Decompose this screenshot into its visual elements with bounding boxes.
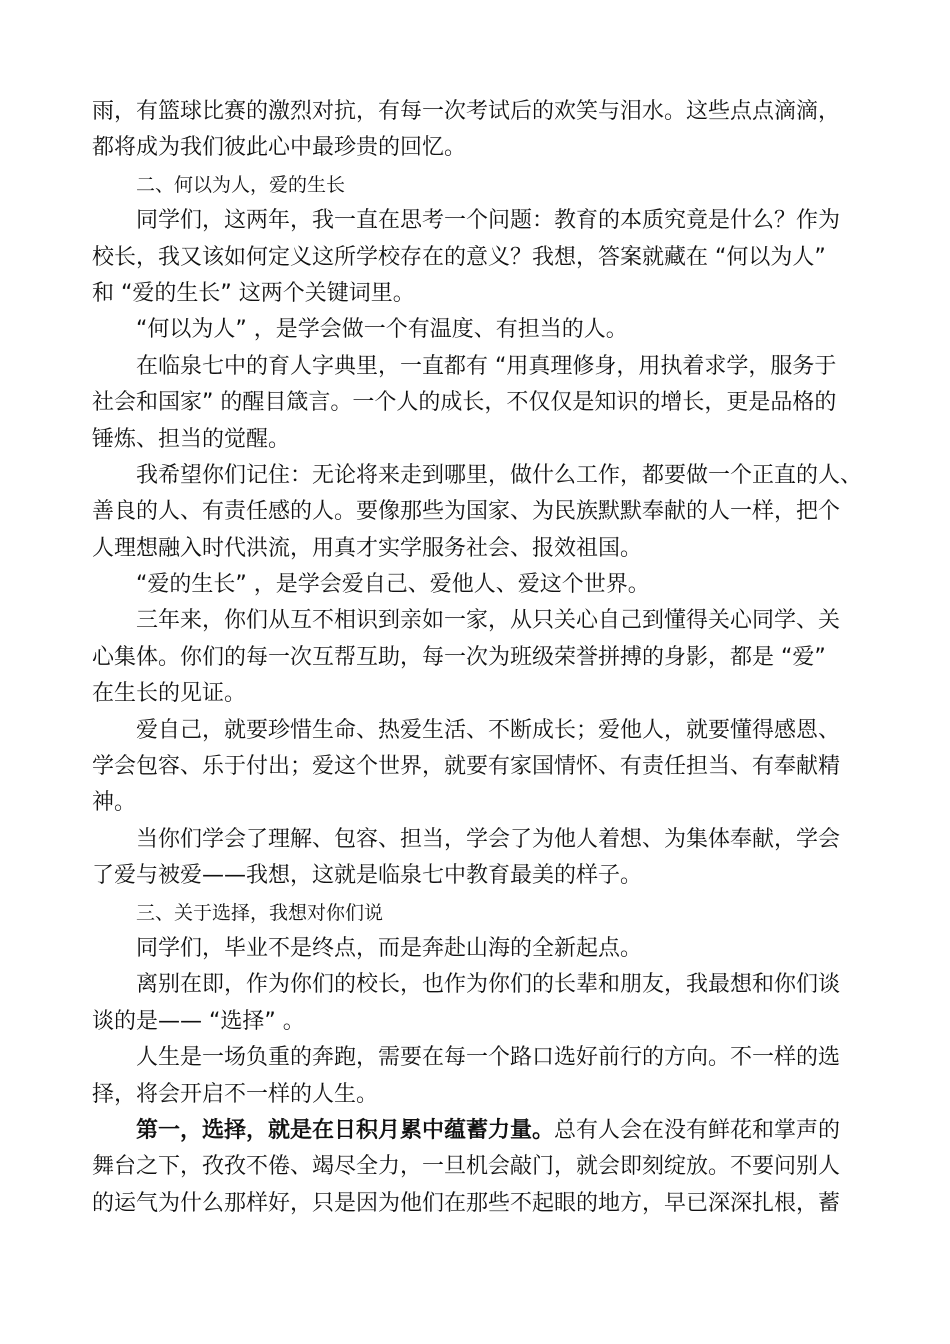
bold-lead-sentence: 第一，选择，就是在日积月累中蕴蓄力量。	[136, 1117, 555, 1143]
text-line: 了爱与被爱——我想，这就是临泉七中教育最美的样子。	[92, 863, 643, 889]
text-line: 锤炼、担当的觉醒。	[92, 426, 291, 452]
text-line: 善良的人、有责任感的人。要像那些为国家、为民族默默奉献的人一样，把个	[92, 499, 841, 525]
text-line: 谈的是—— “选择” 。	[92, 1008, 305, 1034]
text-line: 在生长的见证。	[92, 681, 247, 707]
text-line: “爱的生长” ，是学会爱自己、爱他人、爱这个世界。	[136, 572, 650, 598]
document-body	[92, 94, 870, 1222]
text-line: 同学们，毕业不是终点，而是奔赴山海的全新起点。	[136, 935, 643, 961]
section-heading: 三、关于选择，我想对你们说	[136, 901, 384, 924]
text-line: 三年来，你们从互不相识到亲如一家，从只关心自己到懂得关心同学、关	[136, 608, 841, 634]
text-line: 和 “爱的生长” 这两个关键词里。	[92, 280, 415, 306]
text-line: 当你们学会了理解、包容、担当，学会了为他人着想、为集体奉献，学会	[136, 826, 841, 852]
text-span: 总有人会在没有鲜花和掌声的	[554, 1117, 841, 1143]
text-line: 的运气为什么那样好，只是因为他们在那些不起眼的地方，早已深深扎根，蓄	[92, 1190, 841, 1216]
text-line: 人生是一场负重的奔跑，需要在每一个路口选好前行的方向。不一样的选	[136, 1045, 841, 1071]
text-line: 爱自己，就要珍惜生命、热爱生活、不断成长；爱他人，就要懂得感恩、	[136, 717, 841, 743]
text-line: “何以为人” ，是学会做一个有温度、有担当的人。	[136, 317, 628, 343]
text-line: 择，将会开启不一样的人生。	[92, 1081, 379, 1107]
text-line: 神。	[92, 790, 137, 816]
text-line: 社会和国家” 的醒目箴言。一个人的成长，不仅仅是知识的增长，更是品格的	[92, 390, 837, 416]
text-line-with-bold-lead	[92, 1113, 870, 1149]
text-line: 校长，我又该如何定义这所学校存在的意义？我想，答案就藏在 “何以为人”	[92, 244, 826, 270]
text-line: 同学们，这两年，我一直在思考一个问题：教育的本质究竟是什么？作为	[136, 208, 841, 234]
text-line: 舞台之下，孜孜不倦、竭尽全力，一旦机会敲门，就会即刻绽放。不要问别人	[92, 1154, 841, 1180]
section-heading: 二、何以为人，爱的生长	[136, 173, 346, 196]
text-line: 在临泉七中的育人字典里，一直都有 “用真理修身，用执着求学，服务于	[136, 353, 837, 379]
text-line: 人理想融入时代洪流，用真才实学服务社会、报效祖国。	[92, 535, 643, 561]
text-line: 我希望你们记住：无论将来走到哪里，做什么工作，都要做一个正直的人、	[136, 462, 863, 488]
text-line: 都将成为我们彼此心中最珍贵的回忆。	[92, 135, 467, 161]
text-line: 离别在即，作为你们的校长，也作为你们的长辈和朋友，我最想和你们谈	[136, 972, 841, 998]
text-line: 雨，有篮球比赛的激烈对抗，有每一次考试后的欢笑与泪水。这些点点滴滴，	[92, 99, 841, 124]
text-line: 学会包容、乐于付出；爱这个世界，就要有家国情怀、有责任担当、有奉献精	[92, 754, 841, 780]
text-line: 心集体。你们的每一次互帮互助，每一次为班级荣誉拼搏的身影，都是 “爱”	[92, 644, 826, 670]
